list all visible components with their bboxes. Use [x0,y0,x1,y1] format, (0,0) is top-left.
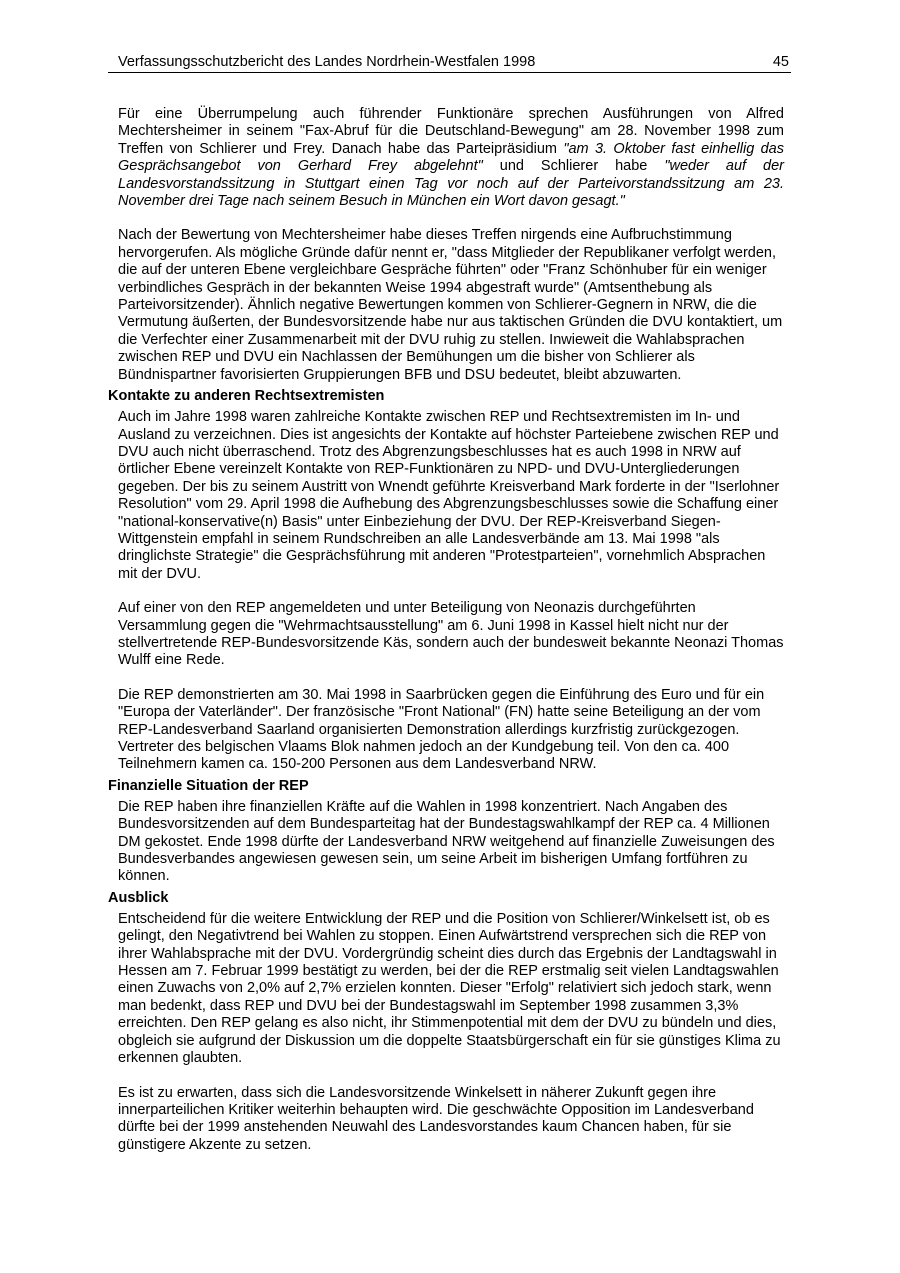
header-title: Verfassungsschutzbericht des Landes Nordrhein-Westfalen 1998 [118,54,536,70]
paragraph-kassel: Auf einer von den REP angemeldeten und unter Beteiligung von Neonazis durchgeführten Versammlung gegen die "Wehrmachtsausstellung" am 6. Juni 1998 in Kassel hielt nicht nur der stellvertretende REP-Bundesvorsitzende Käs, sondern auch der bundesweit bekannte Neonazi Thomas Wulff eine Rede. [118,600,784,669]
document-body [108,106,784,1154]
section-heading-kontakte: Kontakte zu anderen Rechtsextremisten [108,388,385,405]
paragraph-ausblick: Entscheidend für die weitere Entwicklung der REP und die Position von Schlierer/Winkelsett ist, ob es gelingt, den Negativtrend bei Wahlen zu stoppen. Einen Aufwärtstrend versprechen sich die REP von ihrer Wahlabsprache mit der DVU. Vordergründig scheint dies durch das Ergebnis der Landtagswahl in Hessen am 7. Februar 1999 bestätigt zu werden, bei der die REP erstmalig seit vielen Landtagswahlen einen Zuwachs von 2,0% auf 2,7% erzielen konnten. Dieser "Erfolg" relativiert sich jedoch stark, wenn man bedenkt, dass REP und DVU bei der Bundestagswahl im September 1998 zusammen 3,3% erreichten. Den REP gelang es also nicht, ihr Stimmenpotential mit dem der DVU zu bündeln und dies, obgleich sie aufgrund der Diskussion um die doppelte Staatsbürgerschaft ein für sie günstiges Klima zu erkennen glaubten. [118,910,781,1067]
paragraph-fax-abruf: Für eine Überrumpelung auch führender Funktionäre sprechen Ausführungen von Alfred Mechtersheimer in seinem "Fax-Abruf für die Deutschland-Bewegung" am 28. November 1998 zum Treffen von Schlierer und Frey. Danach habe das Parteipräsidium "am 3. Oktober fast einhellig das Gesprächsangebot von Gerhard Frey abgelehnt" und Schlierer habe "weder auf der Landesvorstandssitzung in Stuttgart einen Tag vor noch auf der Parteivorstandssitzung am 23. November drei Tage nach seinem Besuch in München ein Wort davon gesagt." [118,106,785,210]
paragraph-winkelsett: Es ist zu erwarten, dass sich die Landesvorsitzende Winkelsett in näherer Zukunft gegen ihre innerparteilichen Kritiker weiterhin behaupten wird. Die geschwächte Opposition im Landesverband dürfte bei der 1999 anstehenden Neuwahl des Landesvorstandes kaum Chancen haben, für sie günstigere Akzente zu setzen. [118,1084,754,1153]
section-heading-ausblick: Ausblick [108,889,169,906]
section-heading-finanzen: Finanzielle Situation der REP [108,777,309,794]
paragraph-kontakte: Auch im Jahre 1998 waren zahlreiche Kontakte zwischen REP und Rechtsextremisten im In- und Ausland zu verzeichnen. Dies ist angesichts der Kontakte auf höchster Parteiebene zwischen REP und DVU auch nicht überraschend. Trotz des Abgrenzungsbeschlusses hat es auch 1998 in NRW auf örtlicher Ebene vereinzelt Kontakte von REP-Funktionären zu NPD- und DVU-Untergliederungen gegeben. Der bis zu seinem Austritt von Wnendt geführte Kreisverband Mark forderte in der "Iserlohner Resolution" vom 29. April 1998 die Aufhebung des Abgrenzungsbeschlusses sowie die Schaffung einer "national-konservative(n) Basis" unter Einbeziehung der DVU. Der REP-Kreisverband Siegen-Wittgenstein empfahl in seinem Rundschreiben an alle Landesverbände am 13. Mai 1998 "als dringlichste Strategie" die Gesprächsführung mit anderen "Protestparteien", vornehmlich Absprachen mit der DVU. [118,409,780,582]
quote-parteipraesidium: "am 3. Oktober fast einhellig das Gesprächsangebot von Gerhard Frey abgelehnt" [118,140,784,175]
page-header [108,52,791,73]
paragraph-saarbruecken: Die REP demonstrierten am 30. Mai 1998 in Saarbrücken gegen die Einführung des Euro und für ein "Europa der Vaterländer". Der französische "Front National" (FN) hatte seine Beteiligung an der vom REP-Landesverband Saarland organisierten Demonstration allerdings kurzfristig zurückgezogen. Vertreter des belgischen Vlaams Blok nahmen jedoch an der Kundgebung teil. Von den ca. 400 Teilnehmern kamen ca. 150-200 Personen aus dem Landesverband NRW. [118,686,765,773]
paragraph-finanzen: Die REP haben ihre finanziellen Kräfte auf die Wahlen in 1998 konzentriert. Nach Angaben des Bundesvorsitzenden auf dem Bundesparteitag hat der Bundestagswahlkampf der REP ca. 4 Millionen DM gekostet. Ende 1998 dürfte der Landesverband NRW weitgehend auf finanzielle Zuweisungen des Bundesverbandes angewiesen gewesen sein, um seine Arbeit im bisherigen Umfang fortführen zu können. [118,798,775,885]
paragraph-mechtersheimer: Nach der Bewertung von Mechtersheimer habe dieses Treffen nirgends eine Aufbruchstimmung hervorgerufen. Als mögliche Gründe dafür nennt er, "dass Mitglieder der Republikaner verfolgt werden, die auf der unteren Ebene vergleichbare Gespräche führten" oder "Franz Schönhuber für ein weniger verbindliches Gespräch in der bekannten Weise 1994 abgestraft wurde" (Amtsenthebung als Parteivorsitzender). Ähnlich negative Bewertungen kommen von Schlierer-Gegnern in NRW, die die Vermutung äußerten, der Bundesvorsitzende habe nur aus taktischen Gründen die DVU kontaktiert, um die Verfechter einer Zusammenarbeit mit der DVU ruhig zu stellen. Inwieweit die Wahlabsprachen zwischen REP und DVU ein Nachlassen der Bemühungen um die bisher von Schlierer als Bündnispartner favorisierten Gruppierungen BFB und DSU bedeutet, bleibt abzuwarten. [118,227,783,383]
page-number: 45 [772,54,789,70]
quote-schlierer: "weder auf der Landesvorstandssitzung in Stuttgart einen Tag vor noch auf der Parteivorstandssitzung am 23. November drei Tage nach seinem Besuch in München ein Wort davon gesagt." [118,158,785,210]
